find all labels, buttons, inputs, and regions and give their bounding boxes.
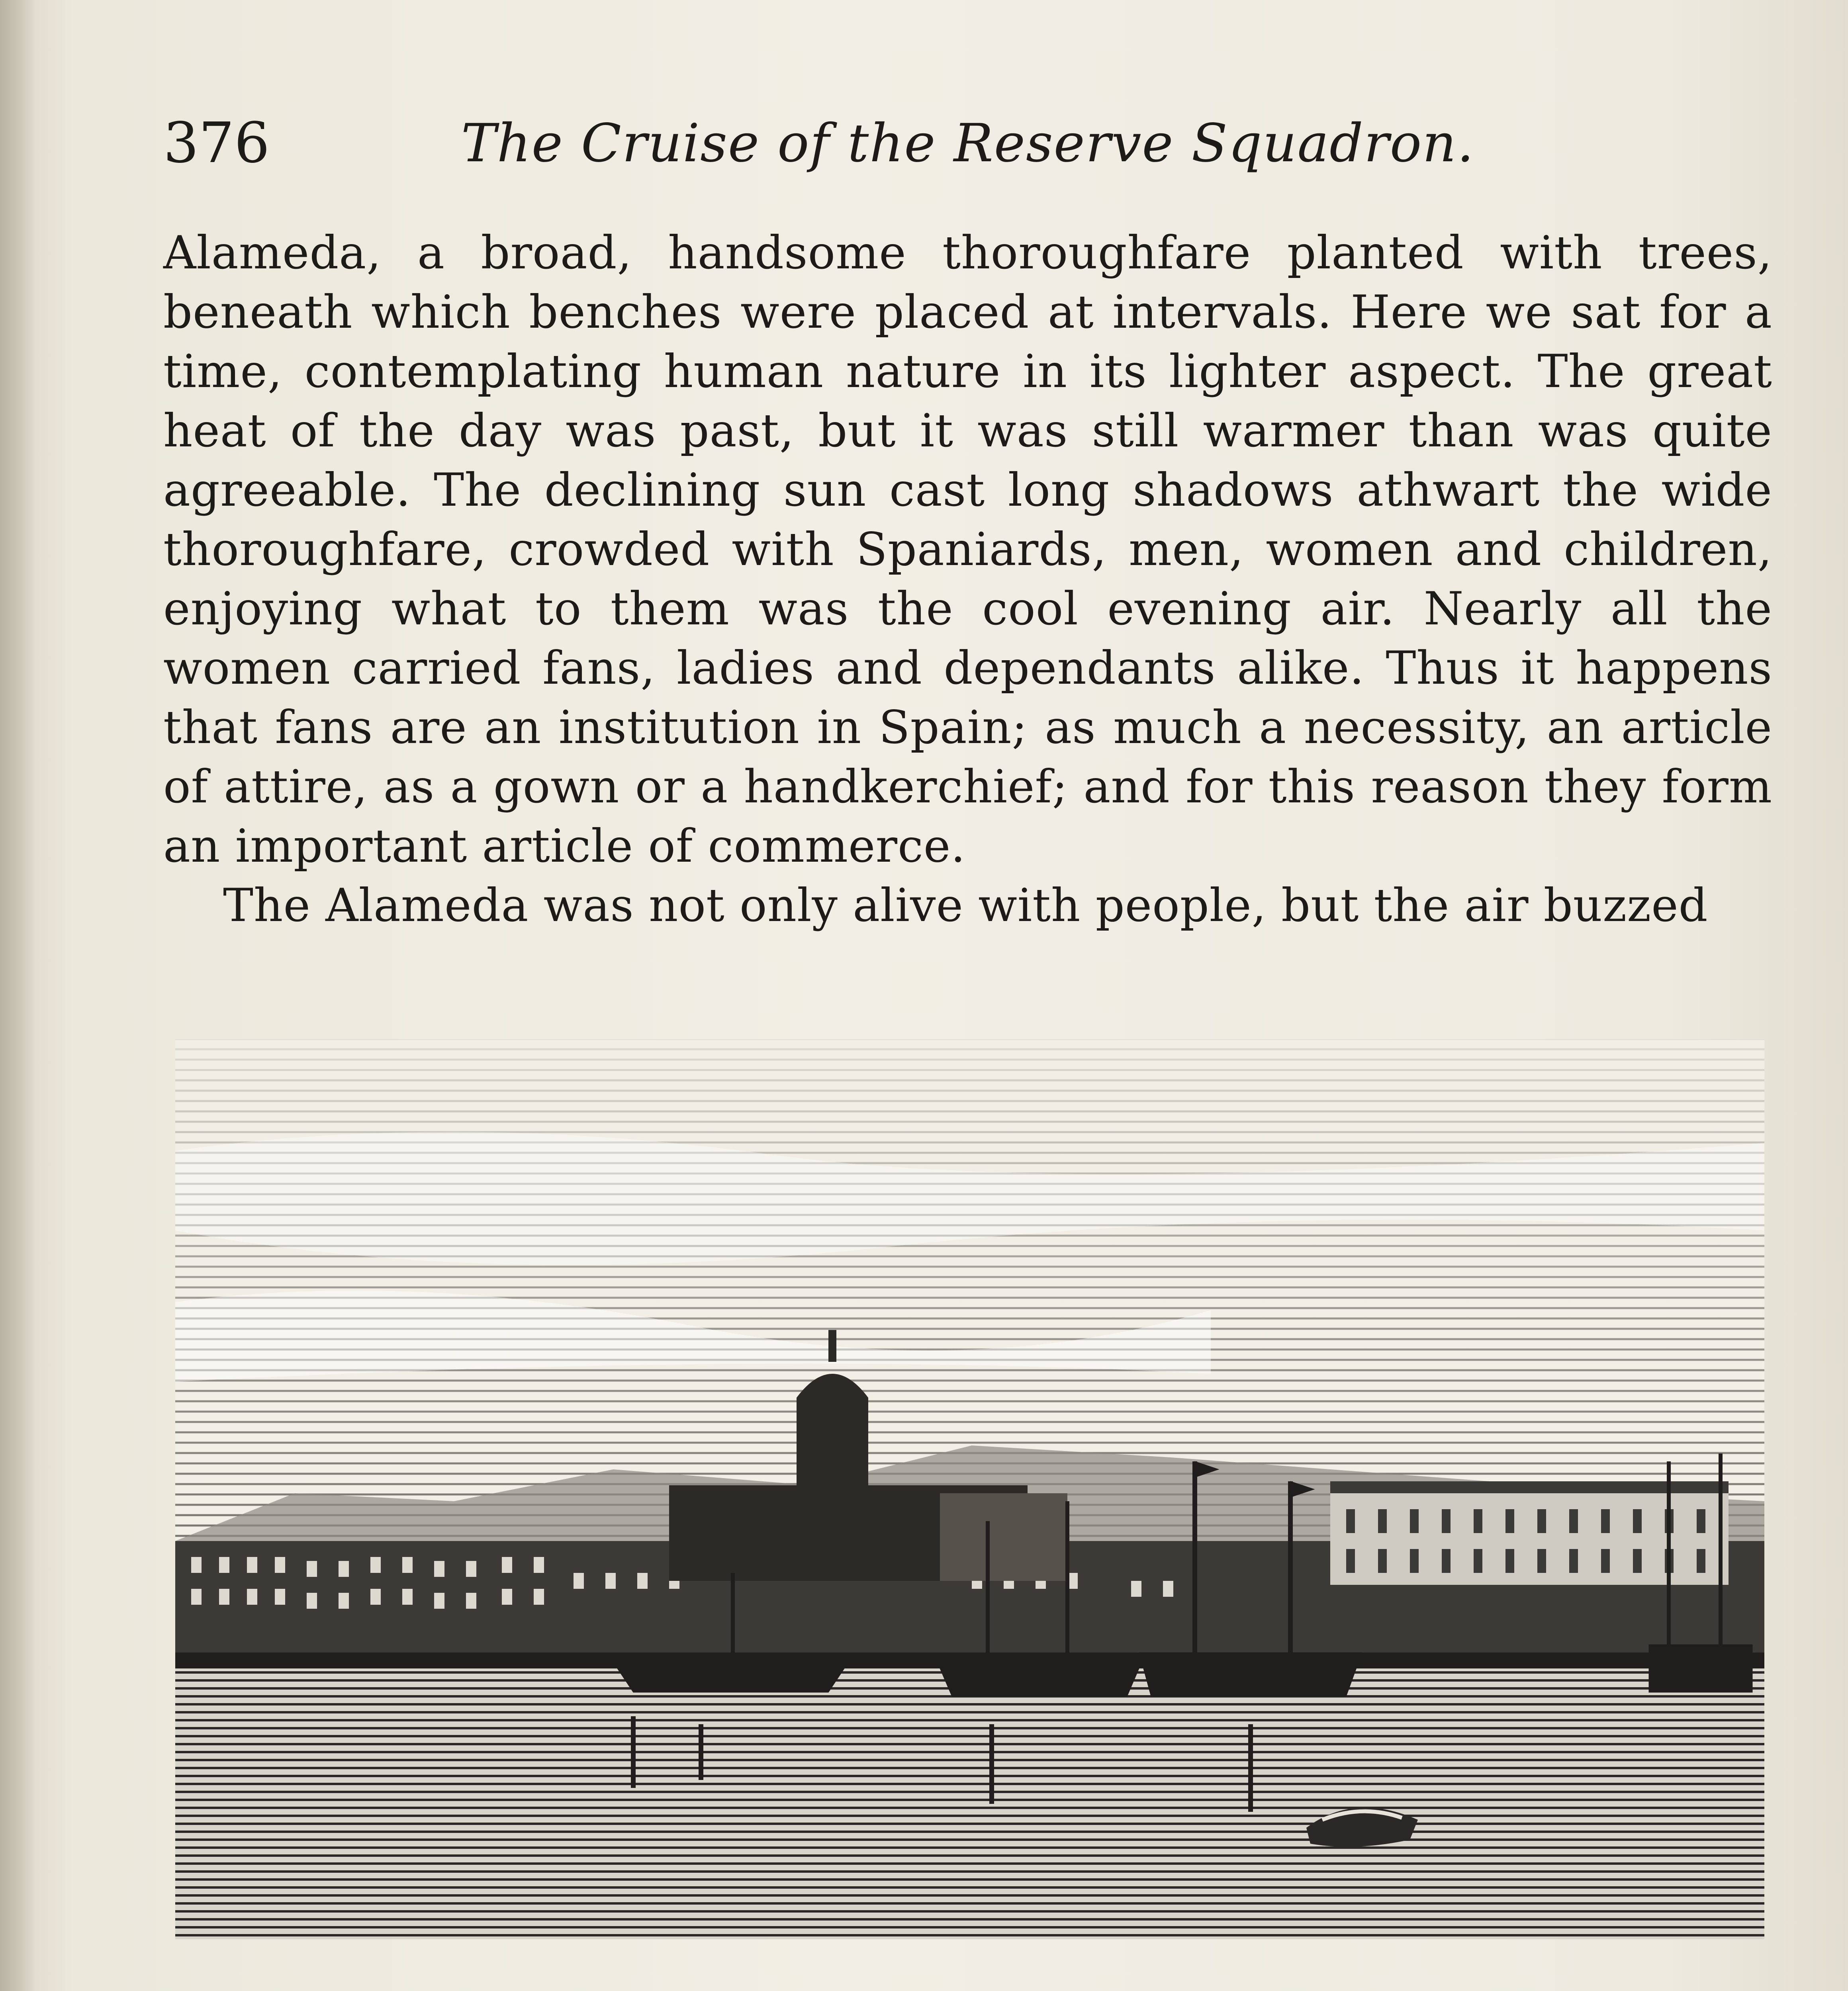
malaga-engraving [175,1023,1764,1979]
running-head [163,108,1772,179]
running-title: The Cruise of the Reserve Squadron. [461,113,1475,174]
paragraph: Alameda, a broad, handsome thoroughfare planted with trees, beneath which benches were placed at intervals. Here we sat for a time, contemplating human nature in its lighter aspect. The great heat of the day was past, but it was still warmer than was quite agreeable. The declining sun cast long shadows athwart the wide thoroughfare, crowded with Spaniards, men, women and children, enjoying what to them was the cool evening air. Nearly all the women carried fans, ladies and dependants alike. Thus it happens that fans are an institution in Spain; as much a necessity, an article of attire, as a gown or a handkerchief; and for this reason they form an important article of commerce. [163,226,1772,872]
text-block-top [163,223,1772,935]
page-number: 376 [163,111,270,176]
paragraph: The Alameda was not only alive with people, but the air buzzed [223,879,1708,932]
gutter-shadow [0,0,36,1991]
